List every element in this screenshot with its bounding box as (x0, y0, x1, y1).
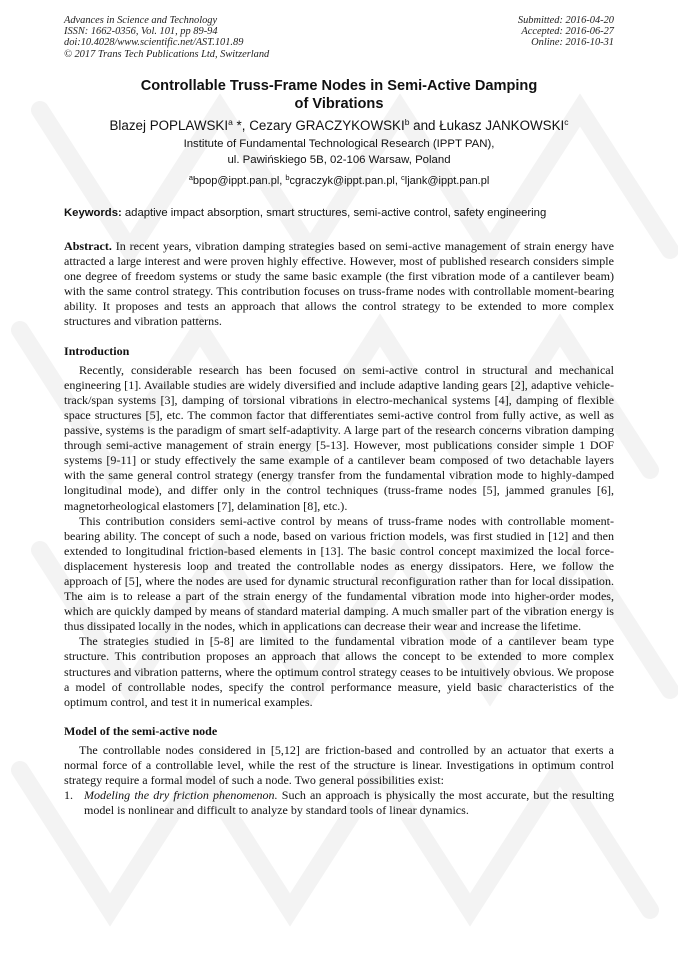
email-b: cgraczyk@ippt.pan.pl, (289, 175, 401, 187)
list-item-1-lead: Modeling the dry friction phenomenon. (84, 788, 278, 803)
affiliation-line-2: ul. Pawińskiego 5B, 02-106 Warsaw, Poland (227, 153, 451, 166)
accepted-date: Accepted: 2016-06-27 (521, 26, 614, 38)
author-2: Cezary GRACZYKOWSKI (249, 118, 405, 133)
email-c-mark: c (401, 173, 405, 182)
author-1: Blazej POPLAWSKI (109, 118, 229, 133)
abstract-label: Abstract. (64, 239, 112, 253)
intro-paragraph-1: Recently, considerable research has been focused on semi-active control in structural and mechanical engineering [1]. Available studies are widely diversified and include adaptive landing gears [2], adaptive vehicle-track/span systems [3], damping of torsional vibrations in electro-mechanical systems [4], damping of flexible space structures [5], etc. The common factor that differentiates semi-active control from fully active, as well as passive, systems is the paradigm of smart self-adaptivity. A large part of the research concerns vibration damping through semi-active management of strain energy [5-13]. However, most publications consider simple 1 DOF systems [9-11] or study effectively the same example of a cantilever beam composed of two detachable layers with the same general control strategy (energy transfer from the fundamental vibration mode to highly-damped longitudinal mode), and differ only in the control techniques (truss-frame nodes [5], jammed granules [6], magnetorheological elastomers [7], delamination [8], etc.). (64, 362, 614, 513)
affiliation-line-1: Institute of Fundamental Technological Research (IPPT PAN), (183, 138, 495, 150)
email-c: ljank@ippt.pan.pl (404, 175, 490, 187)
publication-info (64, 15, 269, 60)
affiliation (64, 137, 614, 168)
doi-line: doi:10.4028/www.scientific.net/AST.101.89 (64, 37, 244, 49)
email-a-mark: a (188, 173, 193, 182)
author-1-affil-mark: a (228, 117, 233, 127)
model-paragraph-1: The controllable nodes considered in [5,12] are friction-based and controlled by an actuator that exerts a normal force of a controllable level, while the rest of the structure is linear. Investigations in optimum control strategy require a formal model of such a node. Two general possibilities exist: (64, 742, 614, 788)
author-3-affil-mark: c (564, 117, 569, 127)
abstract-text: In recent years, vibration damping strategies based on semi-active management of strain energy have attracted a large interest and were proven highly effective. However, most of published research considers simple one degree of freedom systems or study the same basic example (the first vibration mode of a cantilever beam) with the same control strategy. This contribution focuses on truss-frame nodes with controllable moment-bearing ability. It proposes and tests an approach that allows the control strategy to be extended to more complex structures and vibration patterns. (64, 239, 614, 329)
keywords-label: Keywords: (64, 207, 122, 219)
keywords-text: adaptive impact absorption, smart structures, semi-active control, safety engineering (121, 207, 547, 219)
list-item-1 (64, 788, 614, 818)
email-a: bpop@ippt.pan.pl, (192, 175, 286, 187)
email-b-mark: b (285, 173, 290, 182)
title-line-1: Controllable Truss-Frame Nodes in Semi-Active Damping (140, 78, 538, 94)
section-heading-introduction: Introduction (64, 343, 130, 358)
author-conjunction: and (409, 118, 440, 133)
publication-dates (518, 15, 614, 49)
author-2-affil-mark: b (404, 117, 410, 127)
corresponding-mark: *, (232, 118, 250, 133)
author-3: Łukasz JANKOWSKI (439, 118, 565, 133)
intro-paragraph-3: The strategies studied in [5-8] are limited to the fundamental vibration mode of a cantilever beam type structure. This contribution proposes an approach that allows the concept to be extended to more complex structures and vibration patterns, where the optimum control strategy ceases to be intuitively obvious. We propose a model of controllable nodes, specify the control performance measure, yield basic characteristics of the optimum control, and test it in numerical examples. (64, 634, 614, 709)
author-list (64, 117, 614, 134)
author-emails (64, 174, 614, 188)
intro-paragraph-2: This contribution considers semi-active control by means of truss-frame nodes with controllable moment-bearing ability. The concept of such a node, based on various friction models, was first studied in [12] and then extended to longitudinal friction-based elements in [13]. The basic control concept maximized the local force-displacement hysteresis loop and treated the controllable nodes as energy dissipators. Here, we follow the approach of [5], where the nodes are used for dynamic structural reconfiguration rather than for local dissipation. The aim is to release a part of the strain energy of the fundamental vibration mode into higher-order modes, which are quickly damped by means of standard material damping. A much smaller part of the vibration energy is thus dissipated locally in the nodes, which in applications can decrease their wear and increase the lifetime. (64, 513, 614, 634)
abstract (64, 239, 614, 330)
list-item-1-number: 1. (64, 788, 74, 803)
keywords (64, 206, 614, 220)
title-line-2: of Vibrations (294, 95, 384, 112)
article-content (64, 78, 614, 818)
issn-line: ISSN: 1662-0356, Vol. 101, pp 89-94 (64, 26, 218, 38)
list-item-1-text: Such an approach is physically the most accurate, but the resulting model is nonlinear and difficult to analyze by standard tools of linear dynamics. (84, 788, 614, 818)
paper-title (64, 78, 614, 113)
section-heading-model: Model of the semi-active node (64, 723, 218, 738)
online-date: Online: 2016-10-31 (531, 37, 614, 49)
submitted-date: Submitted: 2016-04-20 (517, 15, 614, 26)
copyright-line: © 2017 Trans Tech Publications Ltd, Switzerland (64, 48, 270, 60)
journal-name: Advances in Science and Technology (64, 15, 218, 26)
